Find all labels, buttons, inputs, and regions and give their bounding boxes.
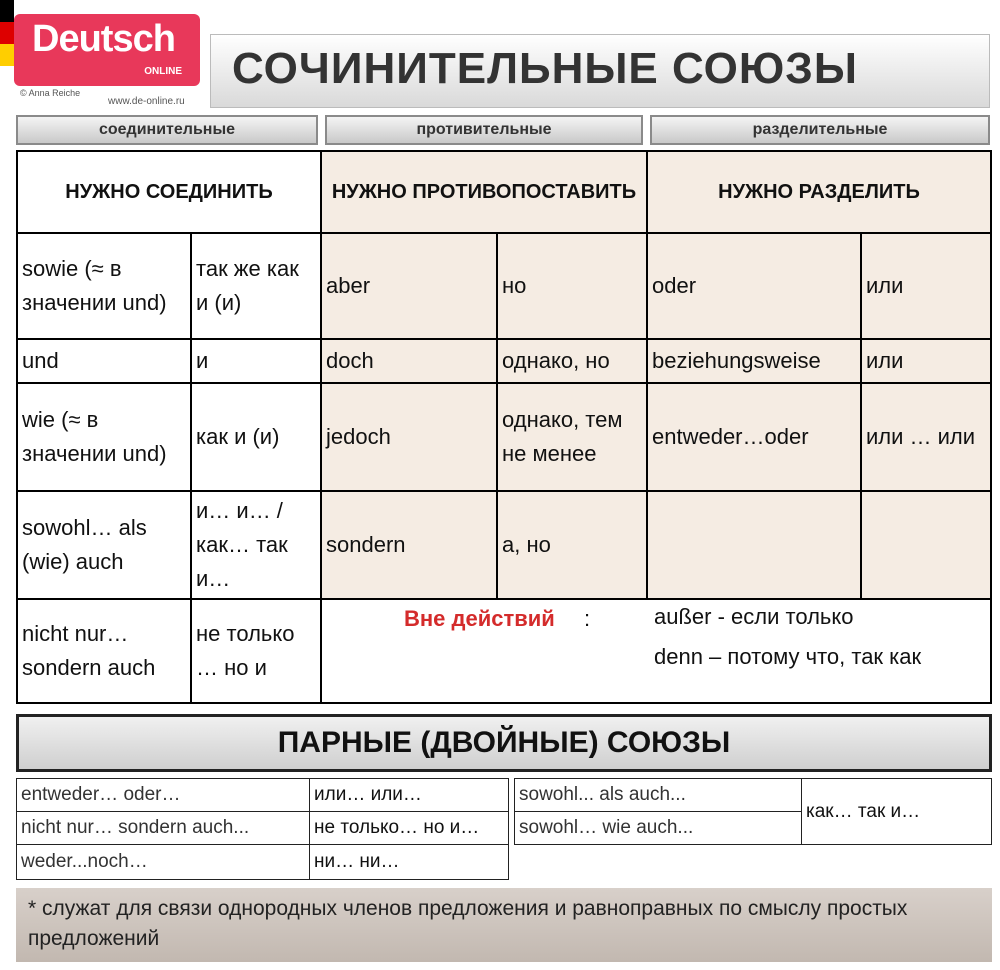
row-1-de3: beziehungsweise — [646, 338, 862, 384]
paired-ru-2: ни… ни… — [309, 844, 509, 880]
row-3-ru1: и… и… /как… так и… — [190, 490, 322, 600]
flag-stripe-black — [0, 0, 14, 22]
row-0-ru3: или — [860, 232, 992, 340]
paired-ru-0: или… или… — [309, 778, 509, 812]
logo-sub: ONLINE — [144, 66, 182, 77]
row-0-ru1: так же как и (и) — [190, 232, 322, 340]
outside-label: Вне действий — [404, 606, 555, 631]
paired-de-1: nicht nur… sondern auch... — [16, 811, 310, 845]
row-2-ru1: как и (и) — [190, 382, 322, 492]
logo — [14, 14, 200, 86]
row-3-de1: sowohl… als (wie) auch — [16, 490, 192, 600]
row-4-de1: nicht nur… sondern auch — [16, 598, 192, 704]
footnote: * служат для связи однородных членов предложения и равноправных по смыслу простых предложений — [16, 888, 992, 962]
header-connect: НУЖНО СОЕДИНИТЬ — [16, 150, 322, 234]
paired-ru-1: не только… но и… — [309, 811, 509, 845]
header-separate: НУЖНО РАЗДЕЛИТЬ — [646, 150, 992, 234]
row-3-de2: sondern — [320, 490, 498, 600]
outside-line-denn: denn – потому что, так как — [654, 644, 922, 669]
row-1-de1: und — [16, 338, 192, 384]
row-2-ru3: или … или — [860, 382, 992, 492]
row-2-de3: entweder…oder — [646, 382, 862, 492]
row-1-de2: doch — [320, 338, 498, 384]
copyright: © Anna Reiche — [20, 88, 81, 98]
paired-de-0: entweder… oder… — [16, 778, 310, 812]
page-title: СОЧИНИТЕЛЬНЫЕ СОЮЗЫ — [232, 44, 858, 93]
row-0-ru2: но — [496, 232, 648, 340]
row-1-ru3: или — [860, 338, 992, 384]
logo-word: Deutsch — [32, 18, 175, 60]
paired-title: ПАРНЫЕ (ДВОЙНЫЕ) СОЮЗЫ — [16, 714, 992, 772]
row-4-ru1: не только … но и — [190, 598, 322, 704]
row-3-ru2: а, но — [496, 490, 648, 600]
flag-stripe-gold — [0, 44, 14, 66]
row-2-ru2: однако, тем не менее — [496, 382, 648, 492]
paired-right-de-0: sowohl... als auch... — [514, 778, 802, 812]
row-0-de1: sowie (≈ в значении und) — [16, 232, 192, 340]
row-1-ru2: однако, но — [496, 338, 648, 384]
row-3-ru3 — [860, 490, 992, 600]
paired-right-de-1: sowohl… wie auch... — [514, 811, 802, 845]
row-0-de2: aber — [320, 232, 498, 340]
outside-colon: : — [584, 606, 591, 631]
outside-line-ausser: außer - если только — [654, 604, 854, 629]
flag-stripe-red — [0, 22, 14, 44]
category-disjunctive: разделительные — [650, 115, 990, 145]
website: www.de-online.ru — [108, 96, 185, 107]
row-2-de2: jedoch — [320, 382, 498, 492]
row-0-de3: oder — [646, 232, 862, 340]
paired-right-ru: как… так и… — [801, 778, 992, 845]
row-2-de1: wie (≈ в значении und) — [16, 382, 192, 492]
header-contrast: НУЖНО ПРОТИВОПОСТАВИТЬ — [320, 150, 648, 234]
row-1-ru1: и — [190, 338, 322, 384]
row-3-de3 — [646, 490, 862, 600]
category-adversative: противительные — [325, 115, 643, 145]
category-copulative: соединительные — [16, 115, 318, 145]
paired-de-2: weder...noch… — [16, 844, 310, 880]
